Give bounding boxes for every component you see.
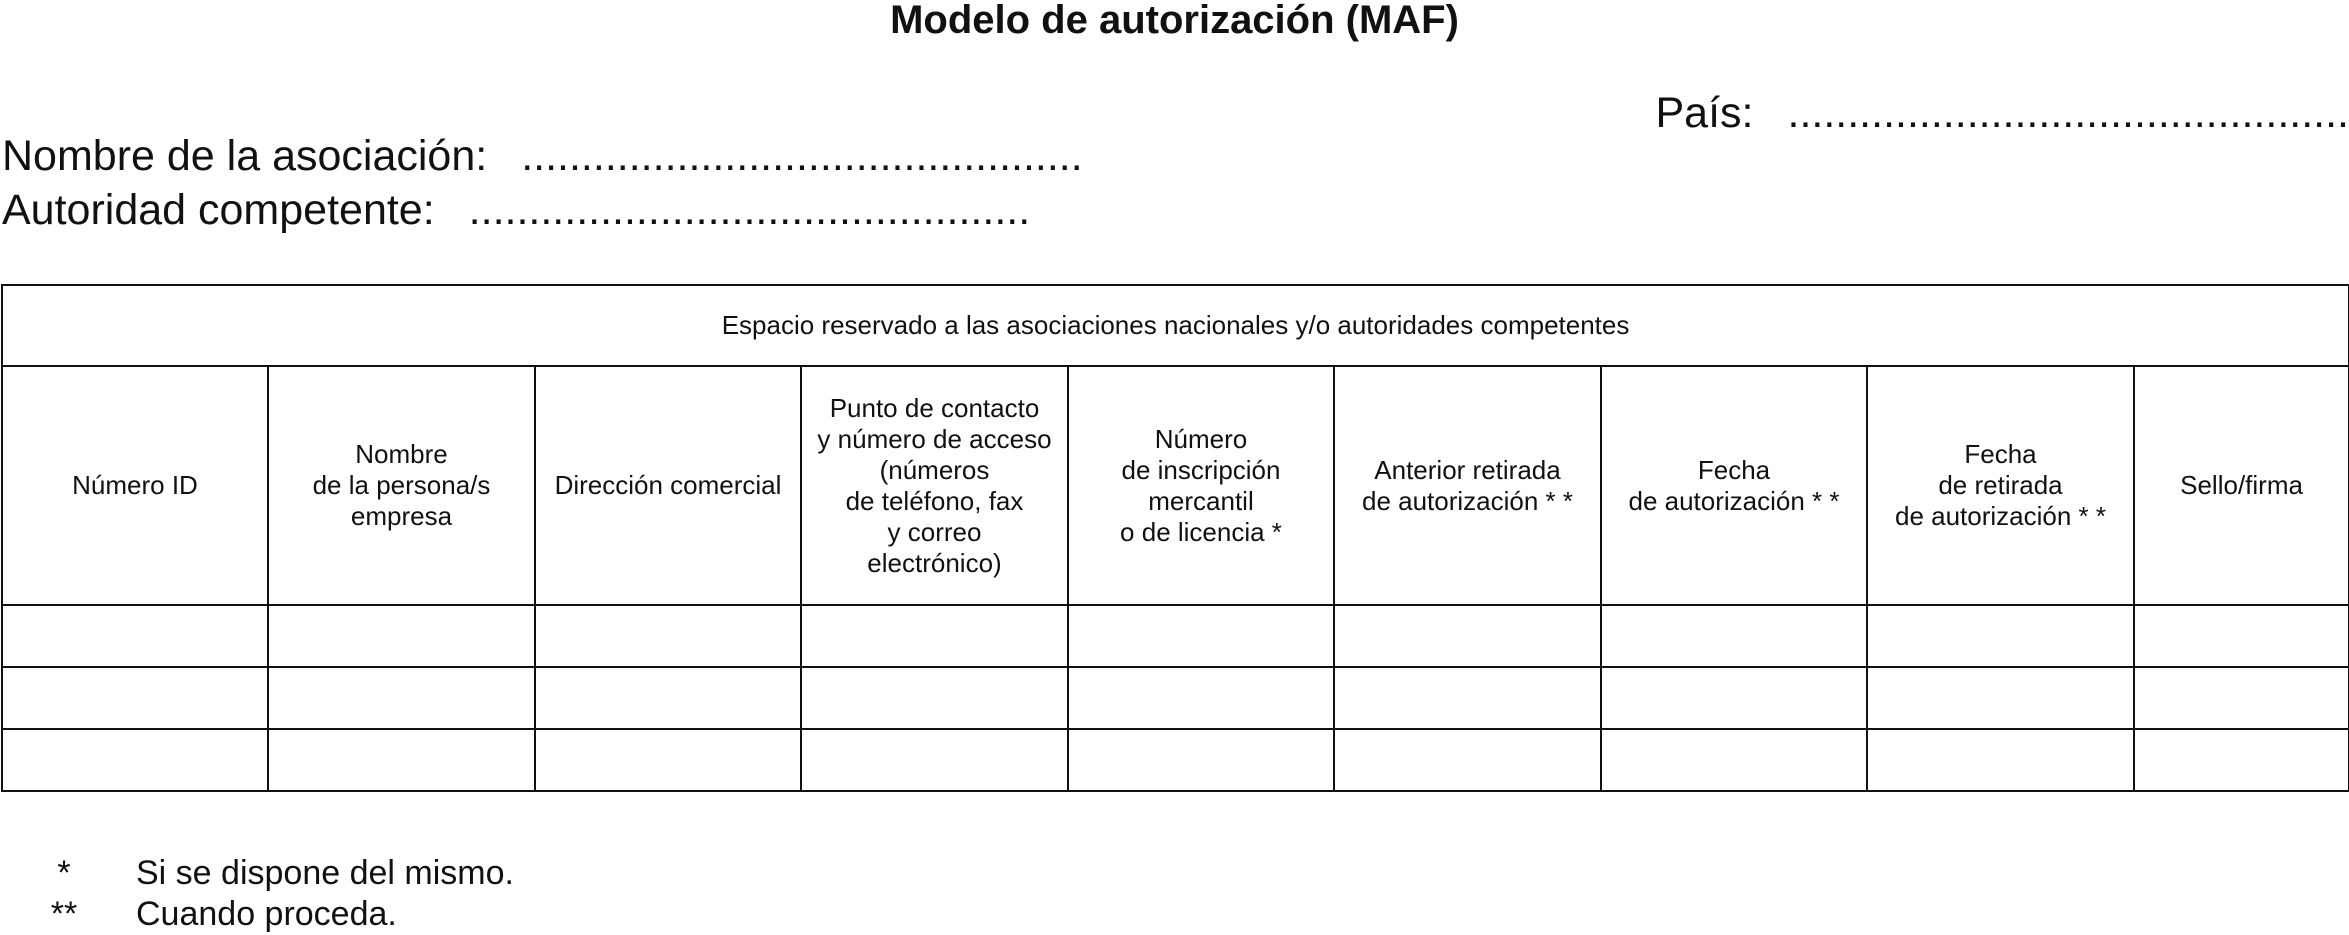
table-cell[interactable] <box>2134 729 2349 791</box>
column-header-name: Nombre de la persona/s empresa <box>268 366 535 605</box>
column-header-authorization-date: Fecha de autorización * * <box>1601 366 1867 605</box>
table-cell[interactable] <box>268 605 535 667</box>
table-cell[interactable] <box>535 605 801 667</box>
footnote-mark: ** <box>50 895 78 933</box>
table-cell[interactable] <box>1334 667 1601 729</box>
table-cell[interactable] <box>1867 605 2134 667</box>
table-cell[interactable] <box>2 605 268 667</box>
table-cell[interactable] <box>268 667 535 729</box>
association-input[interactable]: ............................................... <box>521 132 1083 180</box>
association-field <box>2 130 1083 182</box>
table-cell[interactable] <box>801 729 1068 791</box>
table-row <box>2 667 2349 729</box>
table-cell[interactable] <box>535 729 801 791</box>
authority-label: Autoridad competente: <box>2 186 435 234</box>
table-row <box>2 729 2349 791</box>
column-header-registration-number: Número de inscripción mercantil o de licencia * <box>1068 366 1334 605</box>
column-header-business-address: Dirección comercial <box>535 366 801 605</box>
column-header-withdrawal-date: Fecha de retirada de autorización * * <box>1867 366 2134 605</box>
table-cell[interactable] <box>801 667 1068 729</box>
column-header-previous-withdrawal: Anterior retirada de autorización * * <box>1334 366 1601 605</box>
column-header-id-number: Número ID <box>2 366 268 605</box>
table-cell[interactable] <box>1334 729 1601 791</box>
table-cell[interactable] <box>268 729 535 791</box>
table-cell[interactable] <box>1867 667 2134 729</box>
footnote-mark: * <box>57 854 71 892</box>
table-header: Espacio reservado a las asociaciones nacionales y/o autoridades competentes <box>2 285 2349 366</box>
footnote-text: Cuando proceda. <box>136 895 397 933</box>
footnote-text: Si se dispone del mismo. <box>136 854 514 892</box>
table-cell[interactable] <box>2 667 268 729</box>
table-cell[interactable] <box>1334 605 1601 667</box>
association-label: Nombre de la asociación: <box>2 132 488 180</box>
table-cell[interactable] <box>535 667 801 729</box>
document-title: Modelo de autorización (MAF) <box>890 0 1459 42</box>
authority-input[interactable]: ............................................... <box>468 186 1031 234</box>
table-cell[interactable] <box>1068 667 1334 729</box>
country-label: País: <box>1655 89 1754 137</box>
table-cell[interactable] <box>1601 667 1867 729</box>
table-cell[interactable] <box>2 729 268 791</box>
table-cell[interactable] <box>1867 729 2134 791</box>
table-row <box>2 605 2349 667</box>
authorization-table <box>1 284 2349 792</box>
country-field <box>1656 87 2349 139</box>
table-cell[interactable] <box>1601 605 1867 667</box>
table-cell[interactable] <box>1068 729 1334 791</box>
authority-field <box>2 184 1030 236</box>
table-cell[interactable] <box>2134 667 2349 729</box>
column-header-contact: Punto de contacto y número de acceso (números de teléfono, fax y correo electrónico) <box>801 366 1068 605</box>
country-input[interactable]: ............................................... <box>1787 89 2349 137</box>
column-header-stamp-signature: Sello/firma <box>2134 366 2349 605</box>
table-cell[interactable] <box>801 605 1068 667</box>
table-cell[interactable] <box>1068 605 1334 667</box>
table-cell[interactable] <box>1601 729 1867 791</box>
table-cell[interactable] <box>2134 605 2349 667</box>
